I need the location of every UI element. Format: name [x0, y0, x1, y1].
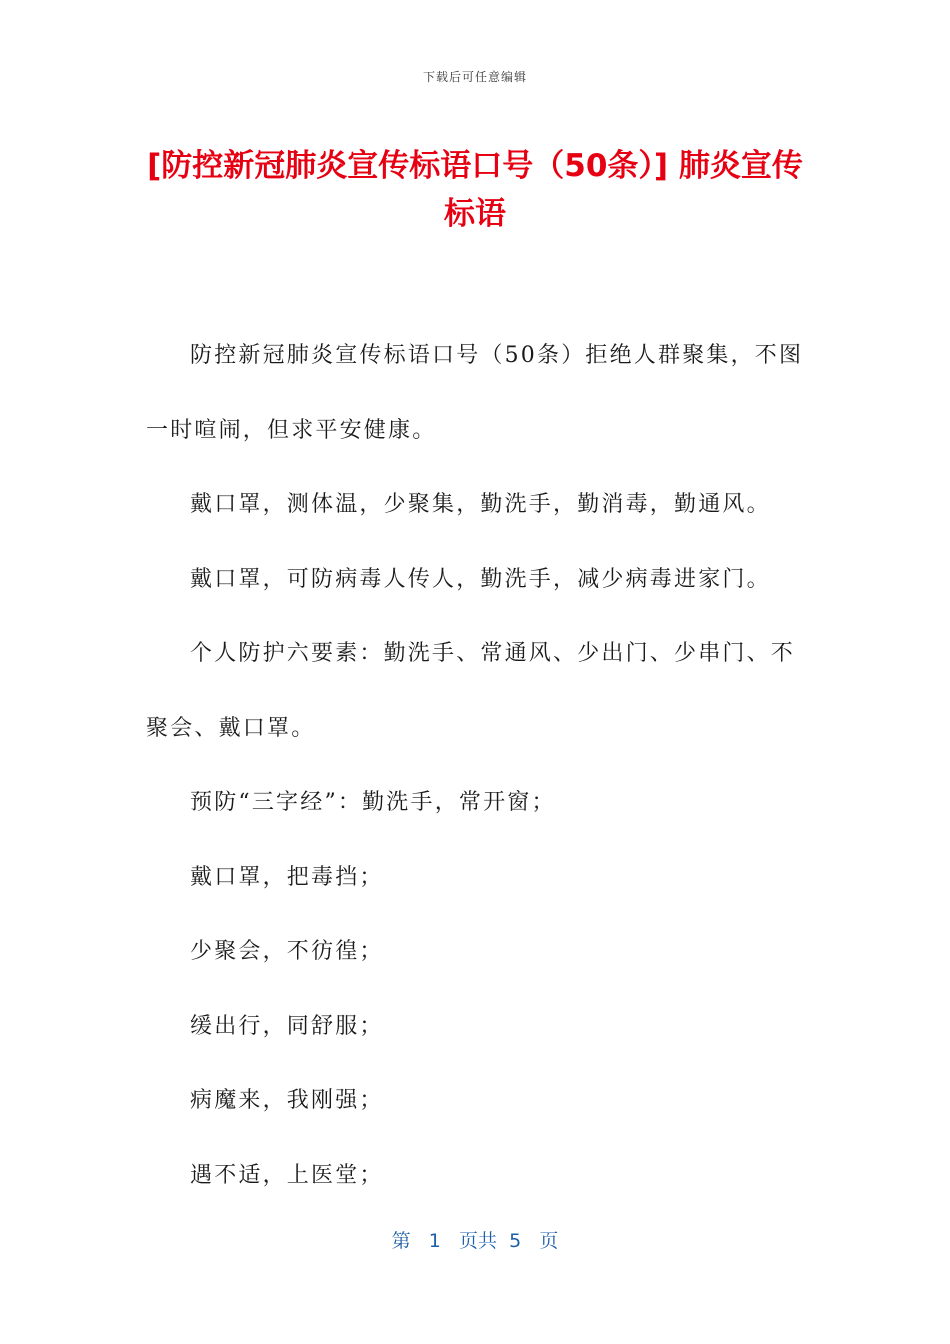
total-pages-number: 5: [509, 1230, 522, 1252]
paragraph: 遇不适，上医堂；: [190, 1162, 384, 1188]
paragraph: 缓出行，同舒服；: [190, 1013, 384, 1039]
header-note: 下载后可任意编辑: [422, 70, 527, 84]
paragraph: 防控新冠肺炎宣传标语口号（50条）拒绝人群聚集，不图一时喧闹，但求平安健康。: [146, 343, 804, 443]
paragraph: 戴口罩，可防病毒人传人，勤洗手，减少病毒进家门。: [190, 566, 771, 592]
document-title: [防控新冠肺炎宣传标语口号（50条）] 肺炎宣传标语: [147, 148, 803, 232]
paragraph: 病魔来，我刚强；: [190, 1088, 384, 1113]
paragraph: 个人防护六要素：勤洗手、常通风、少出门、少串门、不聚会、戴口罩。: [146, 641, 796, 741]
current-page-number: 1: [428, 1230, 441, 1252]
paragraph: 预防“三字经”：勤洗手，常开窗；: [190, 790, 556, 815]
paragraph: 少聚会，不彷徨；: [190, 939, 384, 964]
page-label-suffix: 页: [539, 1230, 559, 1252]
page-label-mid: 页共: [459, 1230, 498, 1252]
page-footer: [0, 1226, 950, 1253]
paragraph: 戴口罩，把毒挡；: [190, 864, 384, 890]
document-body: [146, 319, 806, 1213]
page-label-prefix: 第: [391, 1230, 411, 1252]
paragraph: 戴口罩，测体温，少聚集，勤洗手，勤消毒，勤通风。: [190, 492, 771, 517]
